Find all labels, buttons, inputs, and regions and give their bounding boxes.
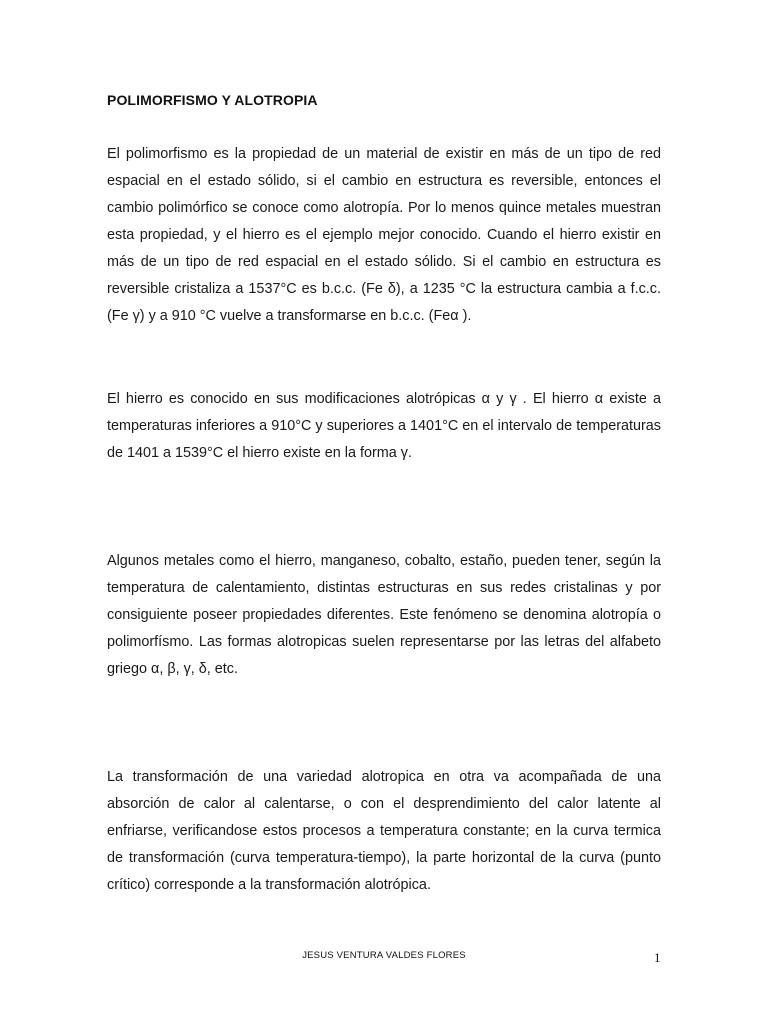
paragraph-metales-alotropia: Algunos metales como el hierro, manganeso, cobalto, estaño, pueden tener, según la temperatura de calentamiento, distintas estructuras en sus redes cristalinas y por consiguiente poseer propiedades diferentes. Este fenómeno se denomina alotropía o polimorfísmo. Las formas alotropicas suelen representarse por las letras del alfabeto griego α, β, γ, δ, etc. — [107, 553, 661, 677]
paragraph-polimorfismo: El polimorfismo es la propiedad de un material de existir en más de un tipo de red espacial en el estado sólido, si el cambio en estructura es reversible, entonces el cambio polimórfico se conoce como alotropía. Por lo menos quince metales muestran esta propiedad, y el hierro es el ejemplo mejor conocido. Cuando el hierro existir en más de un tipo de red espacial en el estado sólido. Si el cambio en estructura es reversible cristaliza a 1537°C es b.c.c. (Fe δ), a 1235 °C la estructura cambia a f.c.c. (Fe γ) y a 910 °C vuelve a transformarse en b.c.c. (Feα ). — [107, 146, 661, 324]
paragraph-transformacion: La transformación de una variedad alotropica en otra va acompañada de una absorción de calor al calentarse, o con el desprendimiento del calor latente al enfriarse, verificandose estos procesos a temperatura constante; en la curva termica de transformación (curva temperatura-tiempo), la parte horizontal de la curva (punto crítico) corresponde a la transformación alotrópica. — [107, 769, 661, 893]
paragraph-hierro-alotropico: El hierro es conocido en sus modificaciones alotrópicas α y γ . El hierro α existe a temperaturas inferiores a 910°C y superiores a 1401°C en el intervalo de temperaturas de 1401 a 1539°C el hierro existe en la forma γ. — [107, 391, 661, 461]
document-heading: POLIMORFISMO Y ALOTROPIA — [107, 92, 318, 108]
footer-author: JESUS VENTURA VALDES FLORES — [302, 950, 466, 961]
page-number: 1 — [654, 950, 661, 965]
